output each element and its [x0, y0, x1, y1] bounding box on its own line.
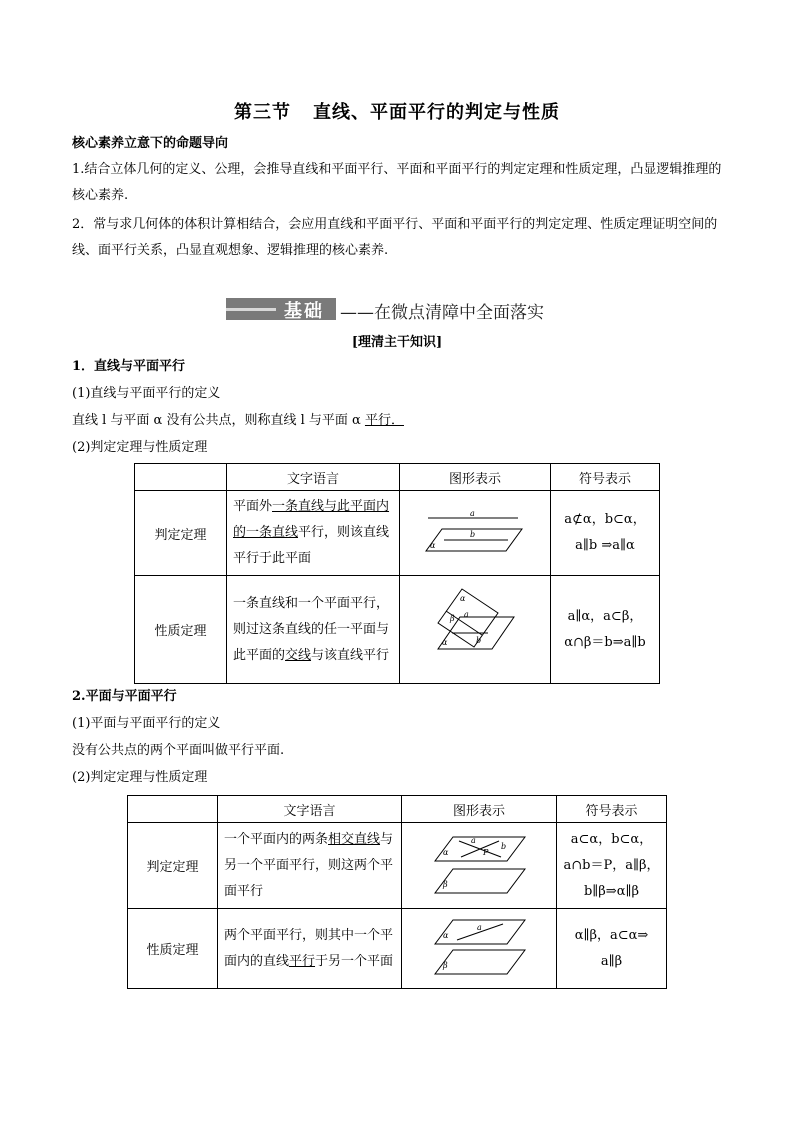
svg-text:a: a — [477, 922, 482, 932]
row-figure — [402, 823, 557, 909]
svg-text:β: β — [450, 613, 455, 623]
svg-text:β: β — [443, 879, 448, 889]
core-point-1: 1.结合立体几何的定义、公理，会推导直线和平面平行、平面和平面平行的判定定理和性质定理，凸显逻辑推理的核心素养. — [72, 162, 722, 203]
row-text: 一条直线和一个平面平行，则过这条直线的任一平面与此平面的交线与该直线平行 — [227, 576, 400, 684]
s2-thm-heading: (2)判定定理与性质定理 — [72, 770, 208, 785]
svg-text:a: a — [464, 609, 469, 619]
row-symbol: a⊂α，b⊂α， a∩b＝P，a∥β， b∥β⇒α∥β — [557, 823, 667, 909]
s2-def-text: 没有公共点的两个平面叫做平行平面. — [72, 743, 285, 758]
row-name: 判定定理 — [128, 823, 218, 909]
page-title — [0, 98, 794, 124]
table-line-plane — [134, 463, 660, 684]
row-figure — [400, 491, 551, 576]
banner-bar — [226, 298, 336, 320]
row-figure — [400, 576, 551, 684]
section-tag: [理清主干知识] — [351, 335, 443, 350]
row-text: 两个平面平行，则其中一个平面内的直线平行于另一个平面 — [218, 909, 402, 989]
svg-text:b: b — [470, 530, 476, 539]
svg-text:α: α — [460, 593, 466, 603]
s2-def-heading: (1)平面与平面平行的定义 — [72, 716, 221, 731]
banner-label: 基础 — [284, 301, 324, 322]
table-plane-plane — [127, 795, 667, 989]
s1-def-text: 直线 l 与平面 α 没有公共点，则称直线 l 与平面 α — [72, 413, 361, 428]
core-heading: 核心素养立意下的命题导向 — [72, 136, 229, 151]
core-point-2: 2．常与求几何体的体积计算相结合，会应用直线和平面平行、平面和平面平行的判定定理、性质定理证明空间的线、面平行关系，凸显直观想象、逻辑推理的核心素养. — [72, 217, 718, 258]
line-plane-property-figure — [430, 583, 520, 673]
row-text: 一个平面内的两条相交直线与另一个平面平行，则这两个平面平行 — [218, 823, 402, 909]
plane-plane-judge-figure — [429, 831, 529, 897]
s1-def-line — [72, 408, 404, 434]
s1-heading: 1．直线与平面平行 — [72, 359, 186, 374]
header-figure: 图形表示 — [400, 464, 551, 491]
s1-thm-heading: (2)判定定理与性质定理 — [72, 440, 208, 455]
row-name: 性质定理 — [128, 909, 218, 989]
table-header-row — [135, 464, 660, 491]
header-text-language: 文字语言 — [227, 464, 400, 491]
row-text: 平面外一条直线与此平面内的一条直线平行，则该直线平行于此平面 — [227, 491, 400, 576]
header-symbol: 符号表示 — [551, 464, 660, 491]
banner-tagline: ——在微点清障中全面落实 — [340, 303, 544, 323]
row-name: 判定定理 — [135, 491, 227, 576]
header-text-language: 文字语言 — [218, 796, 402, 823]
table-row — [128, 909, 667, 989]
row-figure — [402, 909, 557, 989]
header-symbol: 符号表示 — [557, 796, 667, 823]
table-row — [135, 491, 660, 576]
s1-def-answer: 平行． — [364, 413, 404, 428]
line-plane-judge-figure — [420, 506, 530, 556]
svg-text:β: β — [443, 960, 448, 970]
plane-plane-property-figure — [429, 916, 529, 978]
svg-text:α: α — [430, 541, 436, 550]
table-header-row — [128, 796, 667, 823]
row-name: 性质定理 — [135, 576, 227, 684]
svg-text:a: a — [470, 509, 475, 518]
table-row — [135, 576, 660, 684]
row-symbol: a⊄α，b⊂α， a∥b ⇒a∥α — [551, 491, 660, 576]
s2-heading: 2.平面与平面平行 — [72, 689, 177, 704]
svg-text:α: α — [442, 637, 448, 647]
title-section-number: 第三节 — [234, 102, 291, 123]
svg-text:b: b — [476, 635, 482, 645]
title-topic: 直线、平面平行的判定与性质 — [313, 102, 560, 123]
row-symbol: a∥α，a⊂β， α∩β＝b⇒a∥b — [551, 576, 660, 684]
header-blank — [128, 796, 218, 823]
svg-text:α: α — [443, 930, 449, 940]
svg-text:a: a — [471, 835, 476, 845]
svg-text:b: b — [501, 841, 507, 851]
svg-text:α: α — [443, 847, 449, 857]
row-symbol: α∥β，a⊂α⇒ a∥β — [557, 909, 667, 989]
header-blank — [135, 464, 227, 491]
s1-def-heading: (1)直线与平面平行的定义 — [72, 386, 221, 401]
header-figure: 图形表示 — [402, 796, 557, 823]
svg-text:P: P — [483, 847, 489, 857]
table-row — [128, 823, 667, 909]
